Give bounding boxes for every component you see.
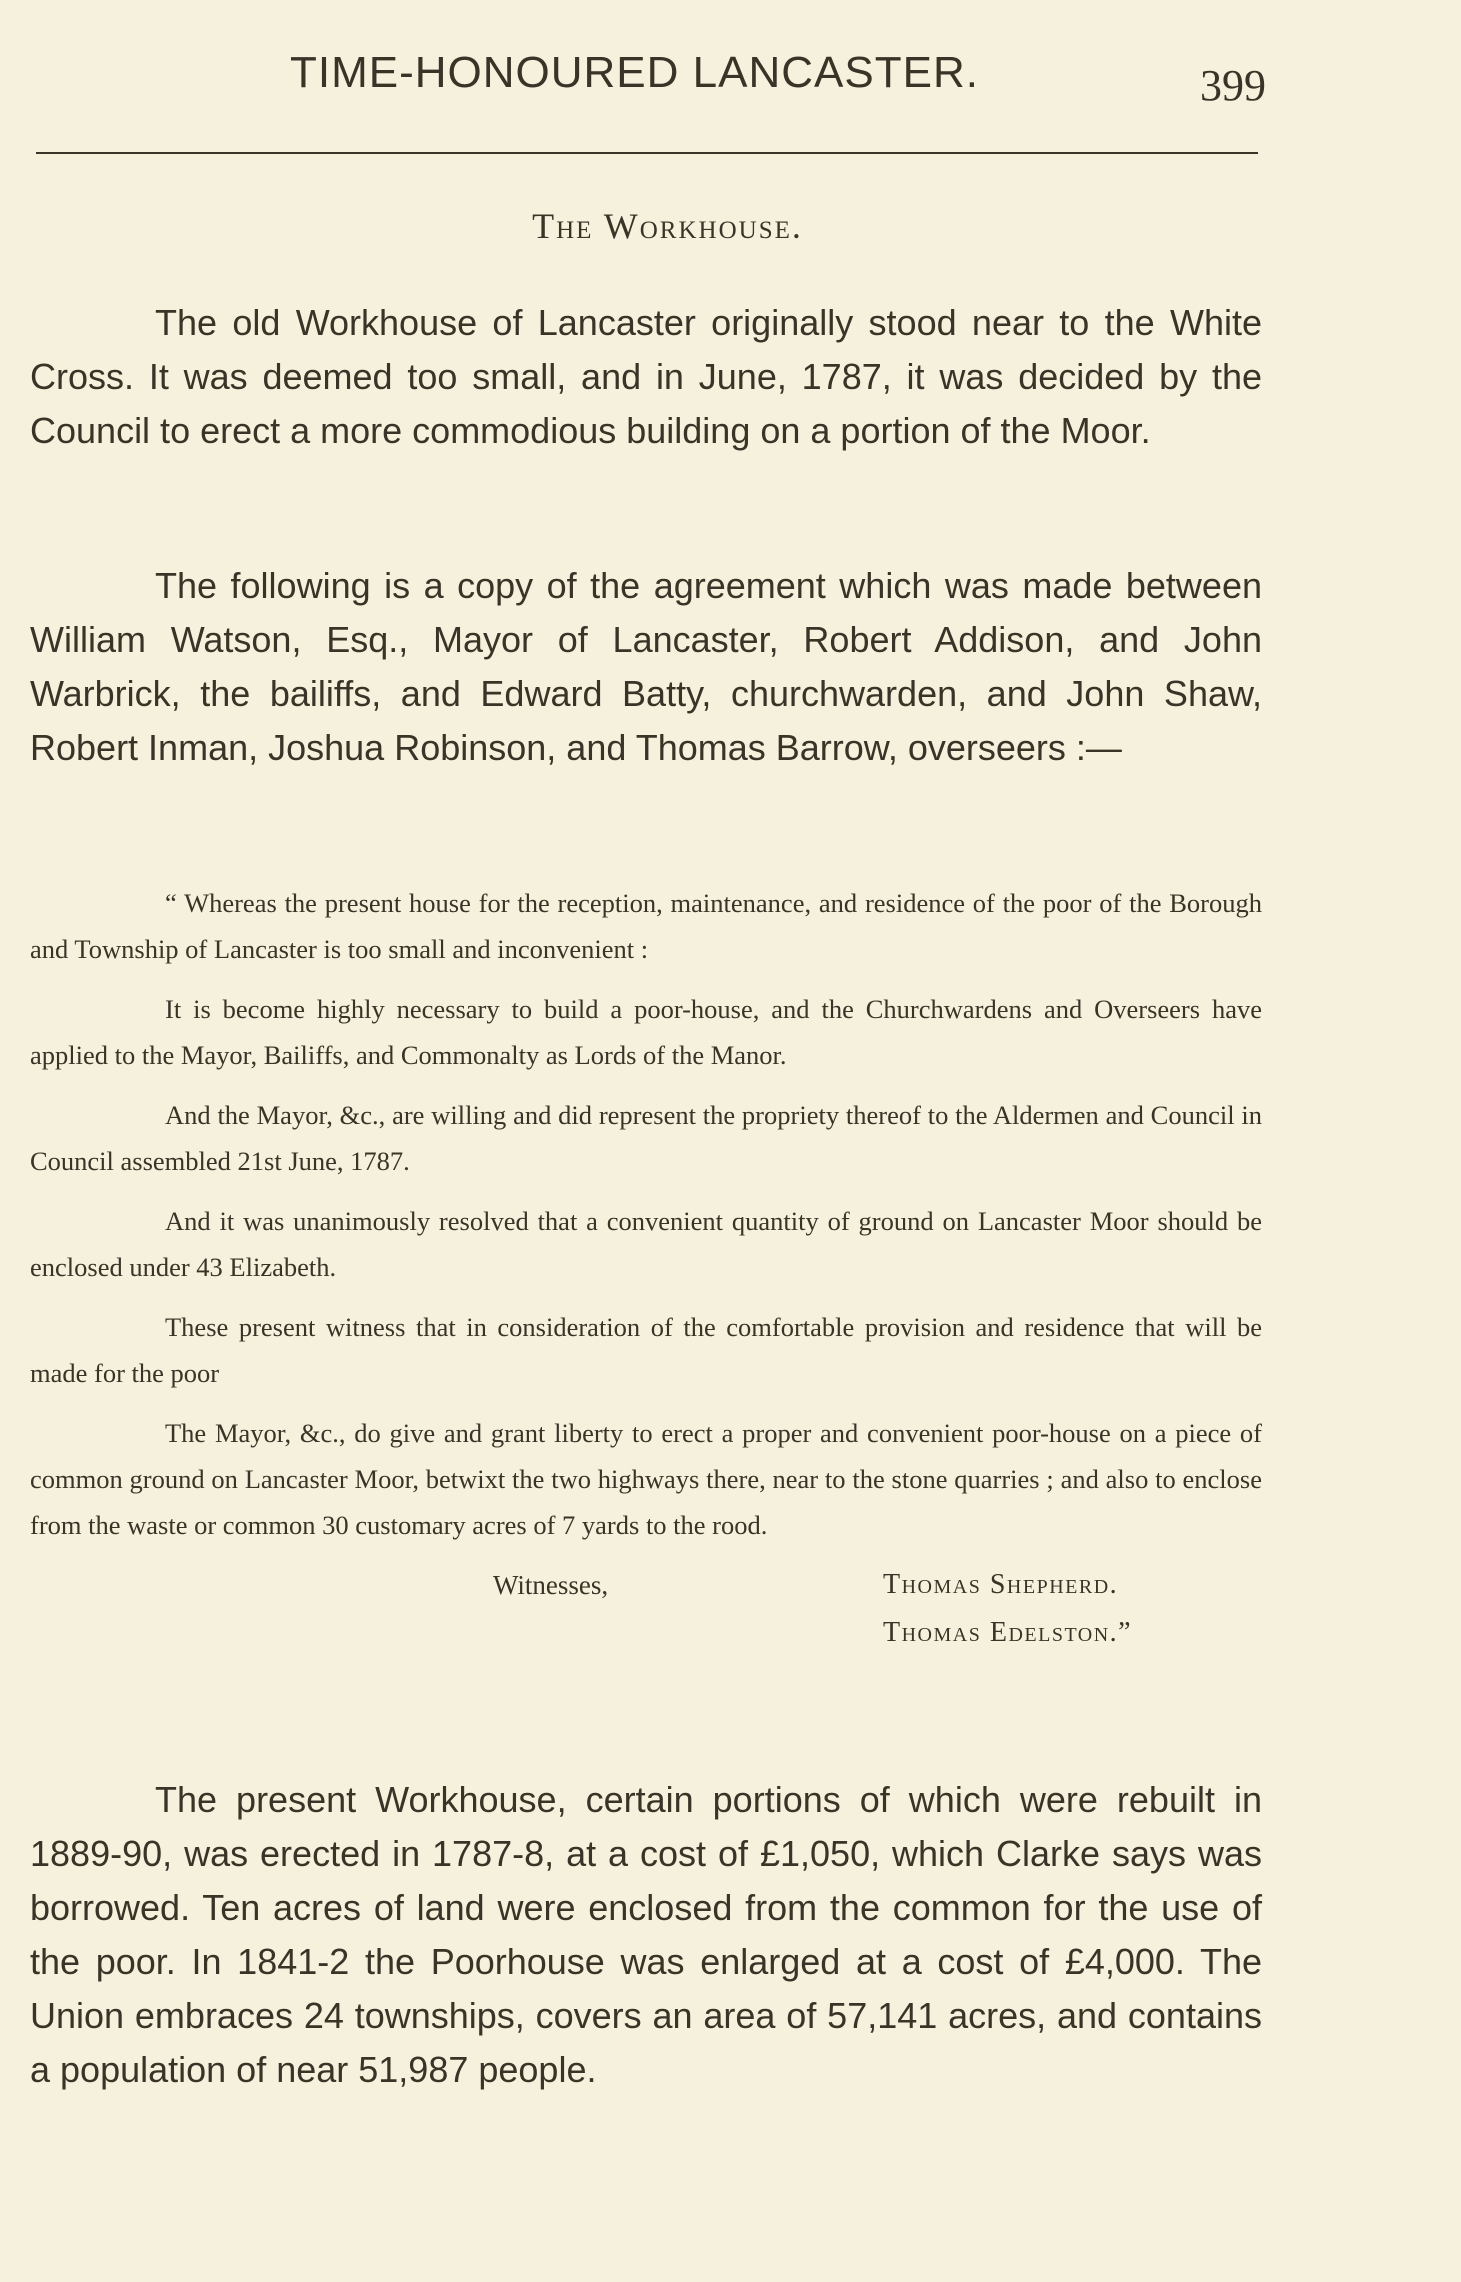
quote-paragraph: “ Whereas the present house for the reception, maintenance, and residence of the poor of the Borough and Township of Lancaster is too small and inconvenient : [30,888,1262,964]
paragraph-old-workhouse: The old Workhouse of Lancaster originally stood near to the White Cross. It was deemed too small, and in June, 1787, it was decided by the Council to erect a more commodious building on a portion of the Moor. [30,302,1262,451]
section-title: The Workhouse. [532,206,803,246]
witness-row [30,1562,1262,1610]
quote-paragraph: These present witness that in consideration of the comfortable provision and residence that will be made for the poor [30,1312,1262,1388]
witness-row [30,1610,1262,1658]
paragraph-present-workhouse: The present Workhouse, certain portions of which were rebuilt in 1889-90, was erected in 1787-8, at a cost of £1,050, which Clarke says was borrowed. Ten acres of land were enclosed from the common for the use of the poor. In 1841-2 the Poorhouse was enlarged at a cost of £4,000. The Union embraces 24 townships, covers an area of 57,141 acres, and contains a population of near 51,987 people. [30,1779,1262,2090]
running-title: TIME-HONOURED LANCASTER. [290,48,979,97]
quote-paragraph: And it was unanimously resolved that a convenient quantity of ground on Lancaster Moor should be enclosed under 43 Elizabeth. [30,1206,1262,1282]
signer-shepherd: Thomas Shepherd. [883,1569,1119,1600]
quote-paragraph: It is become highly necessary to build a poor-house, and the Churchwardens and Overseers have applied to the Mayor, Bailiffs, and Commonalty as Lords of the Manor. [30,994,1262,1070]
agreement-quote [30,880,1262,1658]
quote-paragraph: The Mayor, &c., do give and grant liberty to erect a proper and convenient poor-house on a piece of common ground on Lancaster Moor, betwixt the two highways there, near to the stone quarries ; and also to enclose from the waste or common 30 customary acres of 7 yards to the rood. [30,1418,1262,1540]
signer-edelston: Thomas Edelston.” [883,1617,1133,1648]
witness-label: Witnesses, [493,1570,609,1600]
header-rule [36,152,1258,154]
quote-paragraph: And the Mayor, &c., are willing and did represent the propriety thereof to the Aldermen and Council in Council assembled 21st June, 1787. [30,1100,1262,1176]
paragraph-agreement-intro: The following is a copy of the agreement which was made between William Watson, Esq., Mayor of Lancaster, Robert Addison, and John Warbrick, the bailiffs, and Edward Batty, churchwarden, and John Shaw, Robert Inman, Joshua Robinson, and Thomas Barrow, overseers :— [30,565,1262,768]
page-number: 399 [1200,61,1266,110]
